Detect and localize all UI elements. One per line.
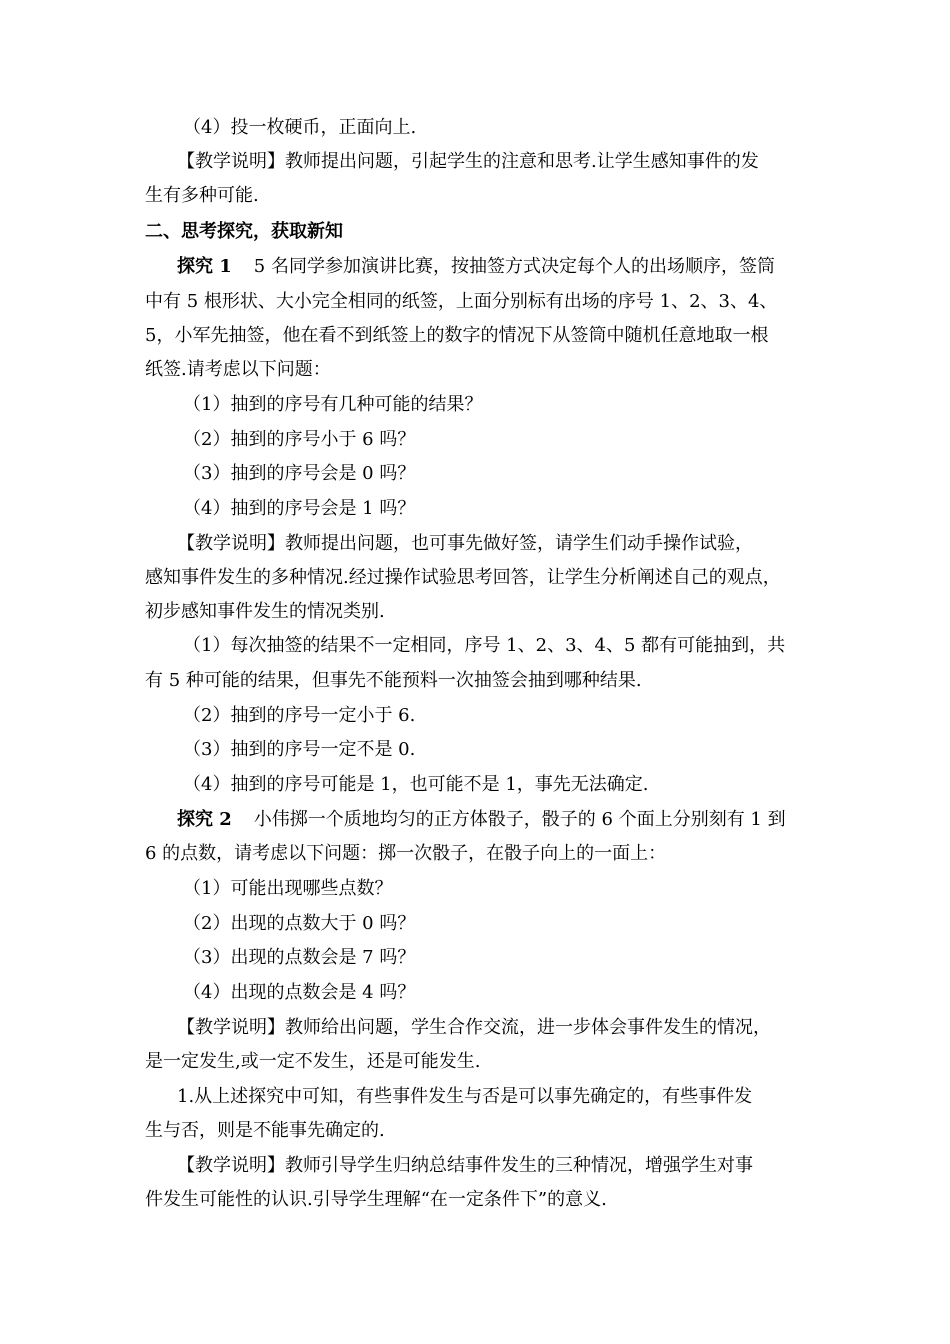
explore1-answer-1-line-2: 有 5 种可能的结果，但事先不能预料一次抽签会抽到哪种结果. xyxy=(145,670,642,691)
explore1-answer-3: （3）抽到的序号一定不是 0. xyxy=(183,739,416,760)
explore1-teaching-note-line-3: 初步感知事件发生的情况类别. xyxy=(145,601,385,622)
explore2-teaching-note-line-1: 【教学说明】教师给出问题，学生合作交流，进一步体会事件发生的情况， xyxy=(177,1017,771,1038)
explore1-question-4: （4）抽到的序号会是 1 吗？ xyxy=(183,498,416,519)
conclusion-teaching-note-line-2: 件发生可能性的认识.引导学生理解“在一定条件下”的意义. xyxy=(145,1189,607,1210)
explore2-line-1 xyxy=(177,808,786,832)
explore1-answer-2: （2）抽到的序号一定小于 6. xyxy=(183,705,416,726)
explore2-question-2: （2）出现的点数大于 0 吗？ xyxy=(183,913,416,934)
explore2-question-1: （1）可能出现哪些点数？ xyxy=(183,878,393,899)
conclusion-line-2: 生与否，则是不能事先确定的. xyxy=(145,1120,385,1141)
explore1-answer-1-line-1: （1）每次抽签的结果不一定相同，序号 1、2、3、4、5 都有可能抽到，共 xyxy=(183,635,786,656)
explore1-line-1 xyxy=(177,255,775,279)
explore2-label: 探究 2 xyxy=(177,809,232,830)
explore1-text-1: 5 名同学参加演讲比赛，按抽签方式决定每个人的出场顺序，签筒 xyxy=(253,256,775,277)
section-heading: 二、思考探究，获取新知 xyxy=(145,221,343,242)
intro-teaching-note-line-1: 【教学说明】教师提出问题，引起学生的注意和思考.让学生感知事件的发 xyxy=(177,151,759,172)
explore1-question-3: （3）抽到的序号会是 0 吗？ xyxy=(183,463,416,484)
explore1-label: 探究 1 xyxy=(177,256,232,277)
explore1-teaching-note-line-1: 【教学说明】教师提出问题，也可事先做好签，请学生们动手操作试验， xyxy=(177,533,753,554)
explore2-question-3: （3）出现的点数会是 7 吗？ xyxy=(183,947,416,968)
explore2-question-4: （4）出现的点数会是 4 吗？ xyxy=(183,982,416,1003)
conclusion-teaching-note-line-1: 【教学说明】教师引导学生归纳总结事件发生的三种情况，增强学生对事 xyxy=(177,1155,753,1176)
explore1-line-4: 纸签.请考虑以下问题： xyxy=(145,359,331,380)
explore1-question-2: （2）抽到的序号小于 6 吗？ xyxy=(183,429,416,450)
explore1-line-2: 中有 5 根形状、大小完全相同的纸签，上面分别标有出场的序号 1、2、3、4、 xyxy=(145,291,778,312)
explore1-question-1: （1）抽到的序号有几种可能的结果？ xyxy=(183,394,483,415)
explore1-answer-4: （4）抽到的序号可能是 1，也可能不是 1，事先无法确定. xyxy=(183,774,649,795)
explore2-line-2: 6 的点数，请考虑以下问题：掷一次骰子，在骰子向上的一面上： xyxy=(145,843,667,864)
explore1-teaching-note-line-2: 感知事件发生的多种情况.经过操作试验思考回答，让学生分析阐述自己的观点， xyxy=(145,567,781,588)
conclusion-line-1: 1.从上述探究中可知，有些事件发生与否是可以事先确定的，有些事件发 xyxy=(177,1086,753,1107)
intro-teaching-note-line-2: 生有多种可能. xyxy=(145,185,259,206)
intro-item-4: （4）投一枚硬币，正面向上. xyxy=(183,117,417,138)
explore1-line-3: 5，小军先抽签，他在看不到纸签上的数字的情况下从签筒中随机任意地取一根 xyxy=(145,325,769,346)
explore2-teaching-note-line-2: 是一定发生,或一定不发生，还是可能发生. xyxy=(145,1051,481,1072)
explore2-text-1: 小伟掷一个质地均匀的正方体骰子，骰子的 6 个面上分别刻有 1 到 xyxy=(253,809,786,830)
